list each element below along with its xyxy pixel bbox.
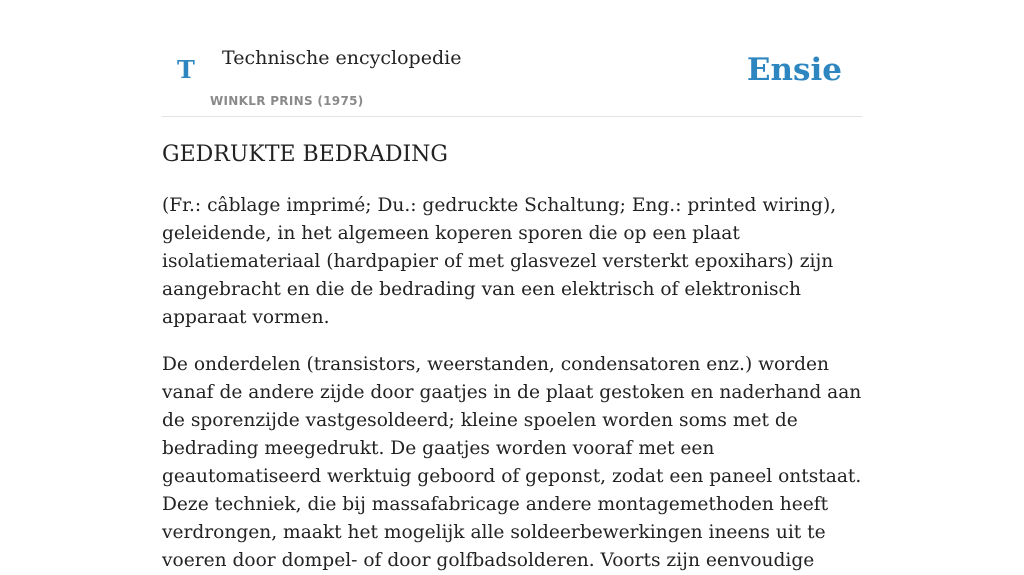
article (162, 140, 864, 575)
encyclopedia-logo[interactable]: T (177, 55, 195, 84)
article-paragraph: De onderdelen (transistors, weerstanden, condensatoren enz.) worden vanaf de andere zijde door gaatjes in de plaat gestoken en naderhand aan de sporenzijde vastgesoldeerd; kleine spoelen worden soms met de bedrading meegedrukt. De gaatjes worden vooraf met een geautomatiseerd werktuig geboord of geponst, zodat een paneel ontstaat. Deze techniek, die bij massafabricage andere montagemethoden heeft verdrongen, maakt het mogelijk alle soldeerbewerkingen ineens uit te voeren door dompel- of door golfbadsolderen. Voorts zijn eenvoudige (162, 354, 862, 571)
article-paragraph: (Fr.: câblage imprimé; Du.: gedruckte Schaltung; Eng.: printed wiring), geleidende, in het algemeen koperen sporen die op een plaat isolatiemateriaal (hardpapier of met glasvezel versterkt epoxihars) zijn aangebracht en die de bedrading van een elektrisch of elektronisch apparaat vormen. (162, 195, 837, 328)
encyclopedia-title-link[interactable]: Technische encyclopedie (222, 47, 462, 69)
article-title: GEDRUKTE BEDRADING (162, 142, 449, 167)
source-label: WINKLR PRINS (1975) (210, 94, 364, 108)
ensie-brand-logo[interactable]: Ensie (746, 52, 842, 88)
header (162, 0, 862, 117)
